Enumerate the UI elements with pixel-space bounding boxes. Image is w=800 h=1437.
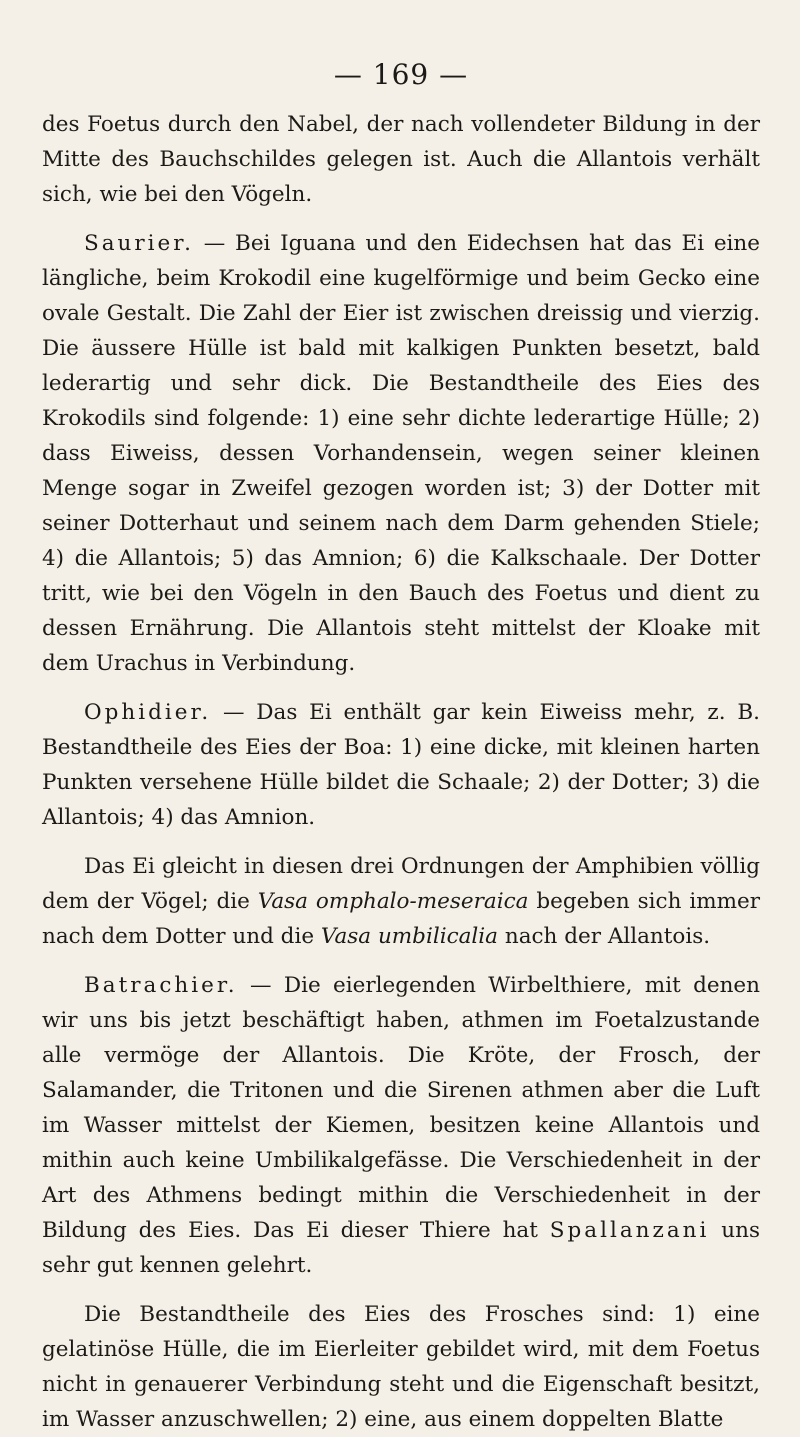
paragraph-vasa xyxy=(42,849,760,954)
paragraph-text: — Die eierlegenden Wirbelthiere, mit denen wir uns bis jetzt beschäftigt haben, athmen im Foetalzustande alle vermöge der Allantois. Die Kröte, der Frosch, der Salamander, die Tritonen und die Sirenen athmen aber die Luft im Wasser mittelst der Kiemen, besitzen keine Allantois und mithin auch keine Umbilikalgefässe. Die Verschiedenheit in der Art des Athmens bedingt mithin die Verschiedenheit in der Bildung des Eies. Das Ei dieser Thiere hat xyxy=(42,973,760,1243)
author-name-spallanzani: Spallanzani xyxy=(549,1218,710,1243)
section-term-batrachier: Batrachier. xyxy=(84,973,238,998)
page-number-header: — 169 — xyxy=(333,58,469,91)
paragraph-frosch xyxy=(42,1297,760,1437)
paragraph-text: begeben sich immer nach dem Dotter und die xyxy=(42,889,760,949)
section-term-ophidier: Ophidier. xyxy=(84,700,212,725)
paragraph-text: — Bei Iguana und den Eidechsen hat das Ei eine längliche, beim Krokodil eine kugelförmige und beim Gecko eine ovale Gestalt. Die Zahl der Eier ist zwischen dreissig und vierzig. Die äussere Hülle ist bald mit kalkigen Punkten besetzt, bald lederartig und sehr dick. Die Bestandtheile des Eies des Krokodils sind folgende: 1) eine sehr dichte lederartige Hülle; 2) dass Eiweiss, dessen Vorhandensein, wegen seiner kleinen Menge sogar in Zweifel gezogen worden ist; 3) der Dotter mit seiner Dotterhaut und seinem nach dem Darm gehenden Stiele; 4) die Allantois; 5) das Amnion; 6) die Kalkschaale. Der Dotter tritt, wie bei den Vögeln in den Bauch des Foetus und dient zu dessen Ernährung. Die Allantois steht mittelst der Kloake mit dem Urachus in Verbindung. xyxy=(42,231,760,676)
paragraph-batrachier xyxy=(42,968,760,1283)
paragraph-text: Das Ei gleicht in diesen drei Ordnungen der Amphibien völlig dem der Vögel; die xyxy=(42,854,760,914)
paragraph-text: des Foetus durch den Nabel, der nach vollendeter Bildung in der Mitte des Bauchschildes gelegen ist. Auch die Allantois verhält sich, wie bei den Vögeln. xyxy=(42,112,760,207)
paragraph-text: Die Bestandtheile des Eies des Frosches sind: 1) eine gelatinöse Hülle, die im Eierleiter gebildet wird, mit dem Foetus nicht in genauerer Verbindung steht und die Eigenschaft besitzt, im Wasser anzuschwellen; 2) eine, aus einem doppelten Blatte xyxy=(42,1302,760,1432)
latin-term-vasa-omphalo: Vasa omphalo-meseraica xyxy=(257,889,529,914)
latin-term-vasa-umbilicalia: Vasa umbilicalia xyxy=(320,924,499,949)
section-term-saurier: Saurier. xyxy=(84,231,195,256)
paragraph-text: nach der Allantois. xyxy=(498,924,711,949)
paragraph-foetus-nabel xyxy=(42,107,760,212)
paragraph-ophidier xyxy=(42,695,760,835)
paragraph-text: uns sehr gut kennen gelehrt. xyxy=(42,1218,760,1278)
paragraph-text: — Das Ei enthält gar kein Eiweiss mehr, z. B. Bestandtheile des Eies der Boa: 1) eine dicke, mit kleinen harten Punkten versehene Hülle bildet die Schaale; 2) der Dotter; 3) die Allantois; 4) das Amnion. xyxy=(42,700,760,830)
paragraph-saurier xyxy=(42,226,760,681)
